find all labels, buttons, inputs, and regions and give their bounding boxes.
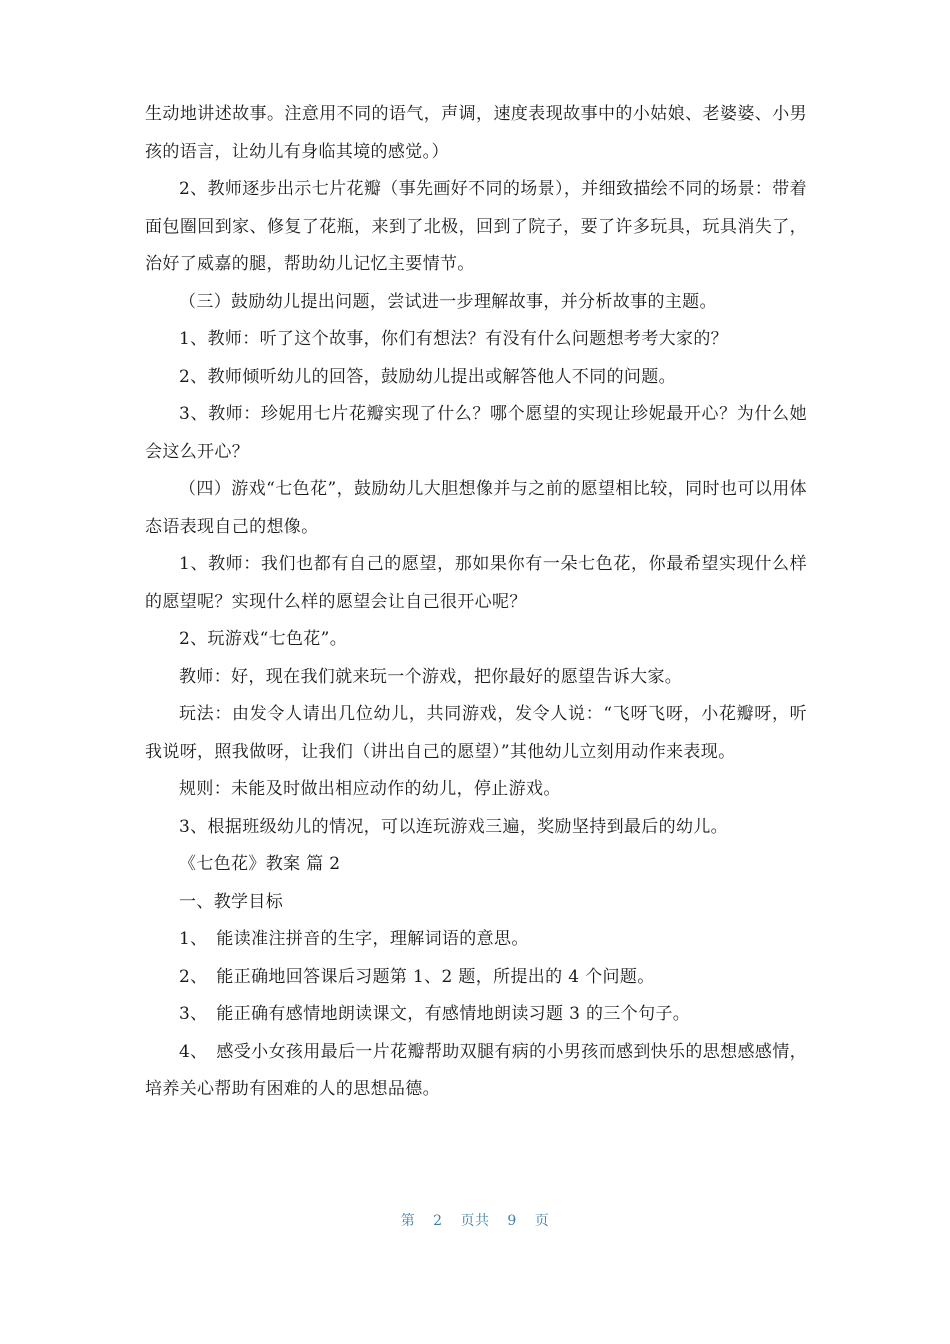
objective-item: 2、 能正确地回答课后习题第 1、2 题，所提出的 4 个问题。 xyxy=(179,966,655,987)
footer-label-ye-gong: 页共 xyxy=(460,1213,490,1229)
footer-label-ye: 页 xyxy=(534,1213,550,1229)
paragraph: 1、教师：听了这个故事，你们有想法？有没有什么问题想考考大家的？ xyxy=(179,329,729,349)
paragraph: 2、教师倾听幼儿的回答，鼓励幼儿提出或解答他人不同的问题。 xyxy=(179,366,676,387)
paragraph: 1、教师：我们也都有自己的愿望，那如果你有一朵七色花，你最希望实现什么样的愿望呢？实现什么样的愿望会让自己很开心呢？ xyxy=(145,554,807,612)
paragraph: 3、教师：珍妮用七片花瓣实现了什么？哪个愿望的实现让珍妮最开心？为什么她会这么开心？ xyxy=(145,404,807,462)
objective-item: 1、 能读准注拼音的生字，理解词语的意思。 xyxy=(179,929,529,949)
lesson-title: 《七色花》教案 篇 2 xyxy=(179,854,341,874)
paragraph: 玩法：由发令人请出几位幼儿，共同游戏，发令人说：“飞呀飞呀，小花瓣呀，听我说呀，照我做呀，让我们（讲出自己的愿望）”其他幼儿立刻用动作来表现。 xyxy=(145,704,807,762)
objective-item: 4、 感受小女孩用最后一片花瓣帮助双腿有病的小男孩而感到快乐的思想感感情，培养关心帮助有困难的人的思想品德。 xyxy=(145,1041,807,1099)
paragraph: 生动地讲述故事。注意用不同的语气，声调，速度表现故事中的小姑娘、老婆婆、小男孩的语言，让幼儿有身临其境的感觉。） xyxy=(145,104,807,162)
paragraph: 教师：好，现在我们就来玩一个游戏，把你最好的愿望告诉大家。 xyxy=(179,666,683,687)
section-heading: （三）鼓励幼儿提出问题，尝试进一步理解故事，并分析故事的主题。 xyxy=(179,291,717,312)
section-heading: 一、教学目标 xyxy=(179,891,284,912)
document-body xyxy=(145,96,807,1109)
section-heading: （四）游戏“七色花”，鼓励幼儿大胆想像并与之前的愿望相比较，同时也可以用体态语表现自己的想像。 xyxy=(145,479,807,537)
page-footer xyxy=(0,1210,950,1230)
paragraph: 2、教师逐步出示七片花瓣（事先画好不同的场景），并细致描绘不同的场景：带着面包圈回到家、修复了花瓶，来到了北极，回到了院子，要了许多玩具，玩具消失了，治好了威嘉的腿，帮助幼儿记忆主要情节。 xyxy=(145,179,807,274)
objective-item: 3、 能正确有感情地朗读课文，有感情地朗读习题 3 的三个句子。 xyxy=(179,1004,691,1024)
paragraph: 3、根据班级幼儿的情况，可以连玩游戏三遍，奖励坚持到最后的幼儿。 xyxy=(179,816,729,837)
current-page-number: 2 xyxy=(433,1213,443,1229)
paragraph: 2、玩游戏“七色花”。 xyxy=(179,629,348,649)
total-pages-number: 9 xyxy=(507,1213,517,1229)
paragraph: 规则：未能及时做出相应动作的幼儿，停止游戏。 xyxy=(179,779,561,799)
footer-label-di: 第 xyxy=(400,1213,416,1229)
